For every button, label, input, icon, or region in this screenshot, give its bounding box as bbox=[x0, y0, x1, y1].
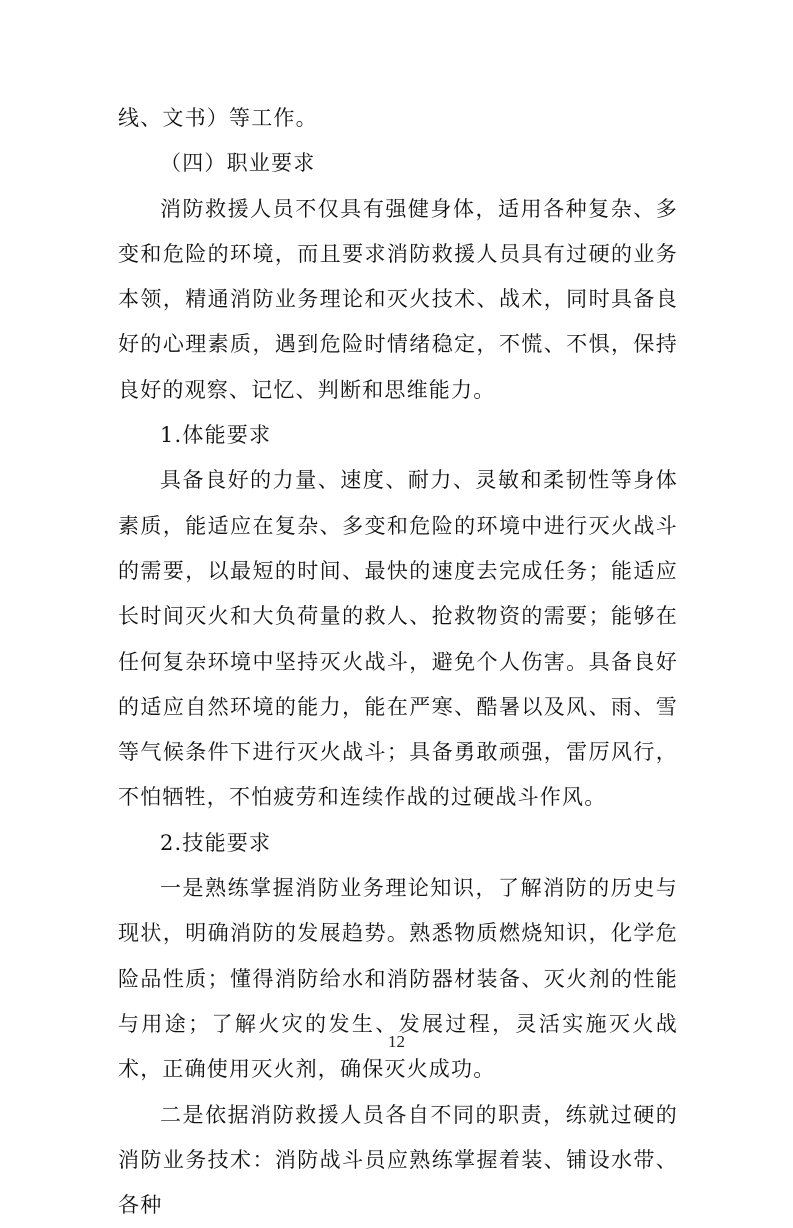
page-number: 12 bbox=[388, 1032, 405, 1051]
subheading-physical-requirements: 1.体能要求 bbox=[160, 423, 272, 448]
paragraph-skill-duties: 二是依据消防救援人员各自不同的职责，练就过硬的消防业务技术：消防战斗员应熟练掌握着装、铺设水带、各种 bbox=[118, 1102, 678, 1218]
body-text bbox=[118, 96, 678, 1228]
paragraph-continuation: 线、文书）等工作。 bbox=[118, 106, 318, 130]
paragraph-physical-requirements: 具备良好的力量、速度、耐力、灵敏和柔韧性等身体素质，能适应在复杂、多变和危险的环境中进行灭火战斗的需要，以最短的时间、最快的速度去完成任务；能适应长时间灭火和大负荷量的救人、抢救物资的需要；能够在任何复杂环境中坚持灭火战斗，避免个人伤害。具备良好的适应自然环境的能力，能在严寒、酷暑以及风、雨、雪等气候条件下进行灭火战斗；具备勇敢顽强，雷厉风行，不怕牺牲，不怕疲劳和连续作战的过硬战斗作风。 bbox=[118, 468, 678, 810]
section-heading-career-requirements: （四）职业要求 bbox=[160, 151, 316, 176]
subheading-skill-requirements: 2.技能要求 bbox=[160, 830, 272, 855]
paragraph-skill-theory: 一是熟练掌握消防业务理论知识，了解消防的历史与现状，明确消防的发展趋势。熟悉物质燃烧知识，化学危险品性质；懂得消防给水和消防器材装备、灭火剂的性能与用途；了解火灾的发生、发展过程，灵活实施灭火战术，正确使用灭火剂，确保灭火成功。 bbox=[118, 876, 678, 1082]
paragraph-career-requirements: 消防救援人员不仅具有强健身体，适用各种复杂、多变和危险的环境，而且要求消防救援人员具有过硬的业务本领，精通消防业务理论和灭火技术、战术，同时具备良好的心理素质，遇到危险时情绪稳定，不慌、不惧，保持良好的观察、记忆、判断和思维能力。 bbox=[118, 196, 678, 402]
